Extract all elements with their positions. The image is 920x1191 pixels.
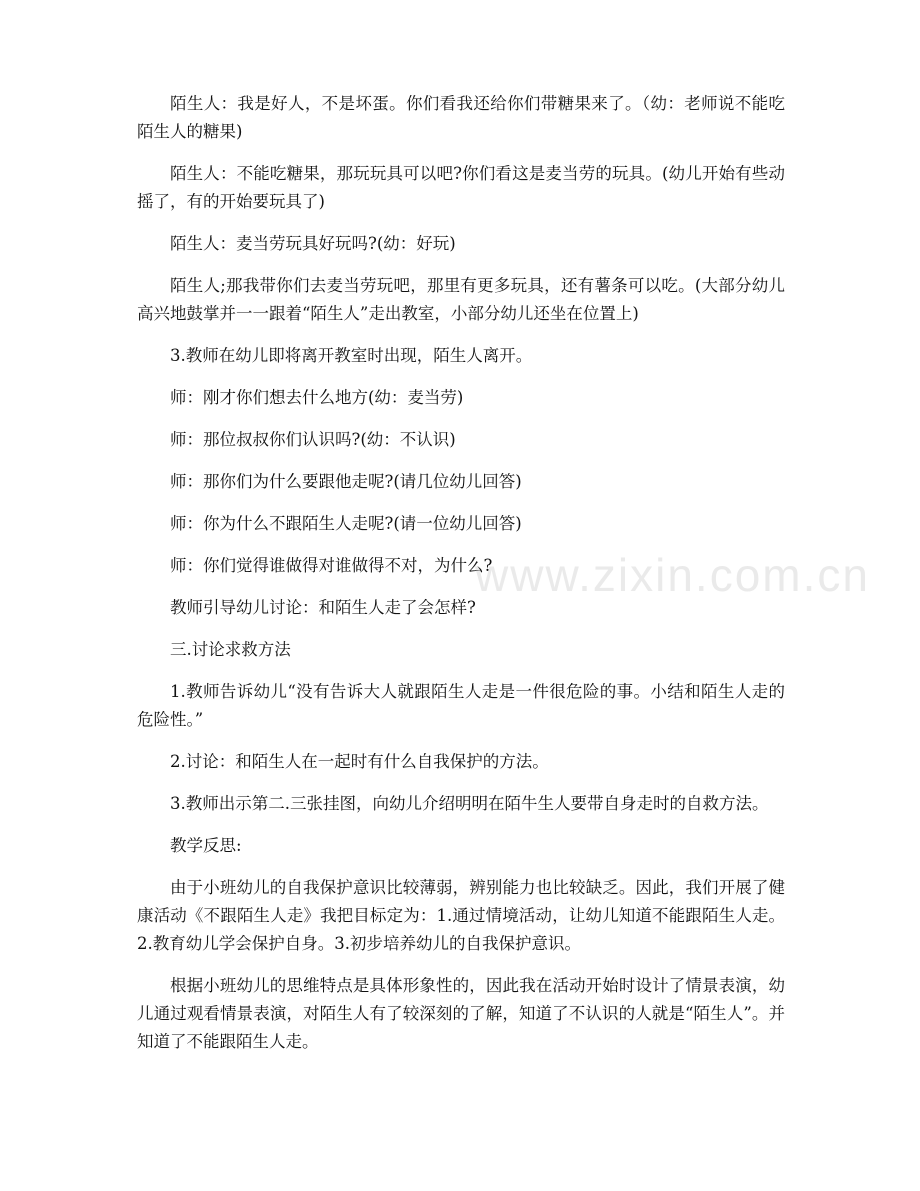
- paragraph: 师：那你们为什么要跟他走呢?(请几位幼儿回答): [170, 472, 522, 491]
- paragraph: 陌生人：麦当劳玩具好玩吗?(幼：好玩): [170, 234, 456, 253]
- paragraph: 陌生人：我是好人，不是坏蛋。你们看我还给你们带糖果来了。（幼：老师说不能吃陌生人的糖果): [137, 94, 785, 141]
- paragraph: 师：刚才你们想去什么地方(幼：麦当劳): [170, 388, 464, 407]
- paragraph: 师：那位叔叔你们认识吗?(幼：不认识): [170, 430, 456, 449]
- paragraph: 1.教师告诉幼儿“没有告诉大人就跟陌生人走是一件很危险的事。小结和陌生人走的危险性。”: [137, 682, 785, 729]
- paragraph: 根据小班幼儿的思维特点是具体形象性的，因此我在活动开始时设计了情景表演，幼儿通过观看情景表演，对陌生人有了较深刻的了解，知道了不认识的人就是“陌生人”。并知道了不能跟陌生人走。: [137, 976, 785, 1051]
- paragraph: 3.教师出示第二.三张挂图，向幼儿介绍明明在陌牛生人要带自身走时的自救方法。: [170, 794, 769, 813]
- paragraph: 师：你们觉得谁做得对谁做得不对，为什么?: [170, 556, 493, 575]
- section-heading: 三.讨论求救方法: [170, 640, 291, 659]
- paragraph: 3.教师在幼儿即将离开教室时出现，陌生人离开。: [170, 346, 533, 365]
- paragraph: 师：你为什么不跟陌生人走呢?(请一位幼儿回答): [170, 514, 522, 533]
- document-body: [137, 90, 785, 1070]
- paragraph: 陌生人：不能吃糖果，那玩玩具可以吧?你们看这是麦当劳的玩具。(幼儿开始有些动摇了，有的开始要玩具了): [137, 164, 785, 211]
- watermark: www.zixin.com.cn: [475, 549, 870, 601]
- section-heading: 教学反思:: [170, 836, 242, 855]
- paragraph: 由于小班幼儿的自我保护意识比较薄弱，辨别能力也比较缺乏。因此，我们开展了健康活动《不跟陌生人走》我把目标定为：1.通过情境活动，让幼儿知道不能跟陌生人走。2.教育幼儿学会保护自身。3.初步培养幼儿的自我保护意识。: [137, 878, 785, 953]
- paragraph: 2.讨论：和陌生人在一起时有什么自我保护的方法。: [170, 752, 549, 771]
- paragraph: 教师引导幼儿讨论：和陌生人走了会怎样?: [170, 598, 476, 617]
- paragraph: 陌生人;那我带你们去麦当劳玩吧，那里有更多玩具，还有薯条可以吃。(大部分幼儿高兴地鼓掌并一一跟着“陌生人”走出教室，小部分幼儿还坐在位置上): [137, 276, 785, 323]
